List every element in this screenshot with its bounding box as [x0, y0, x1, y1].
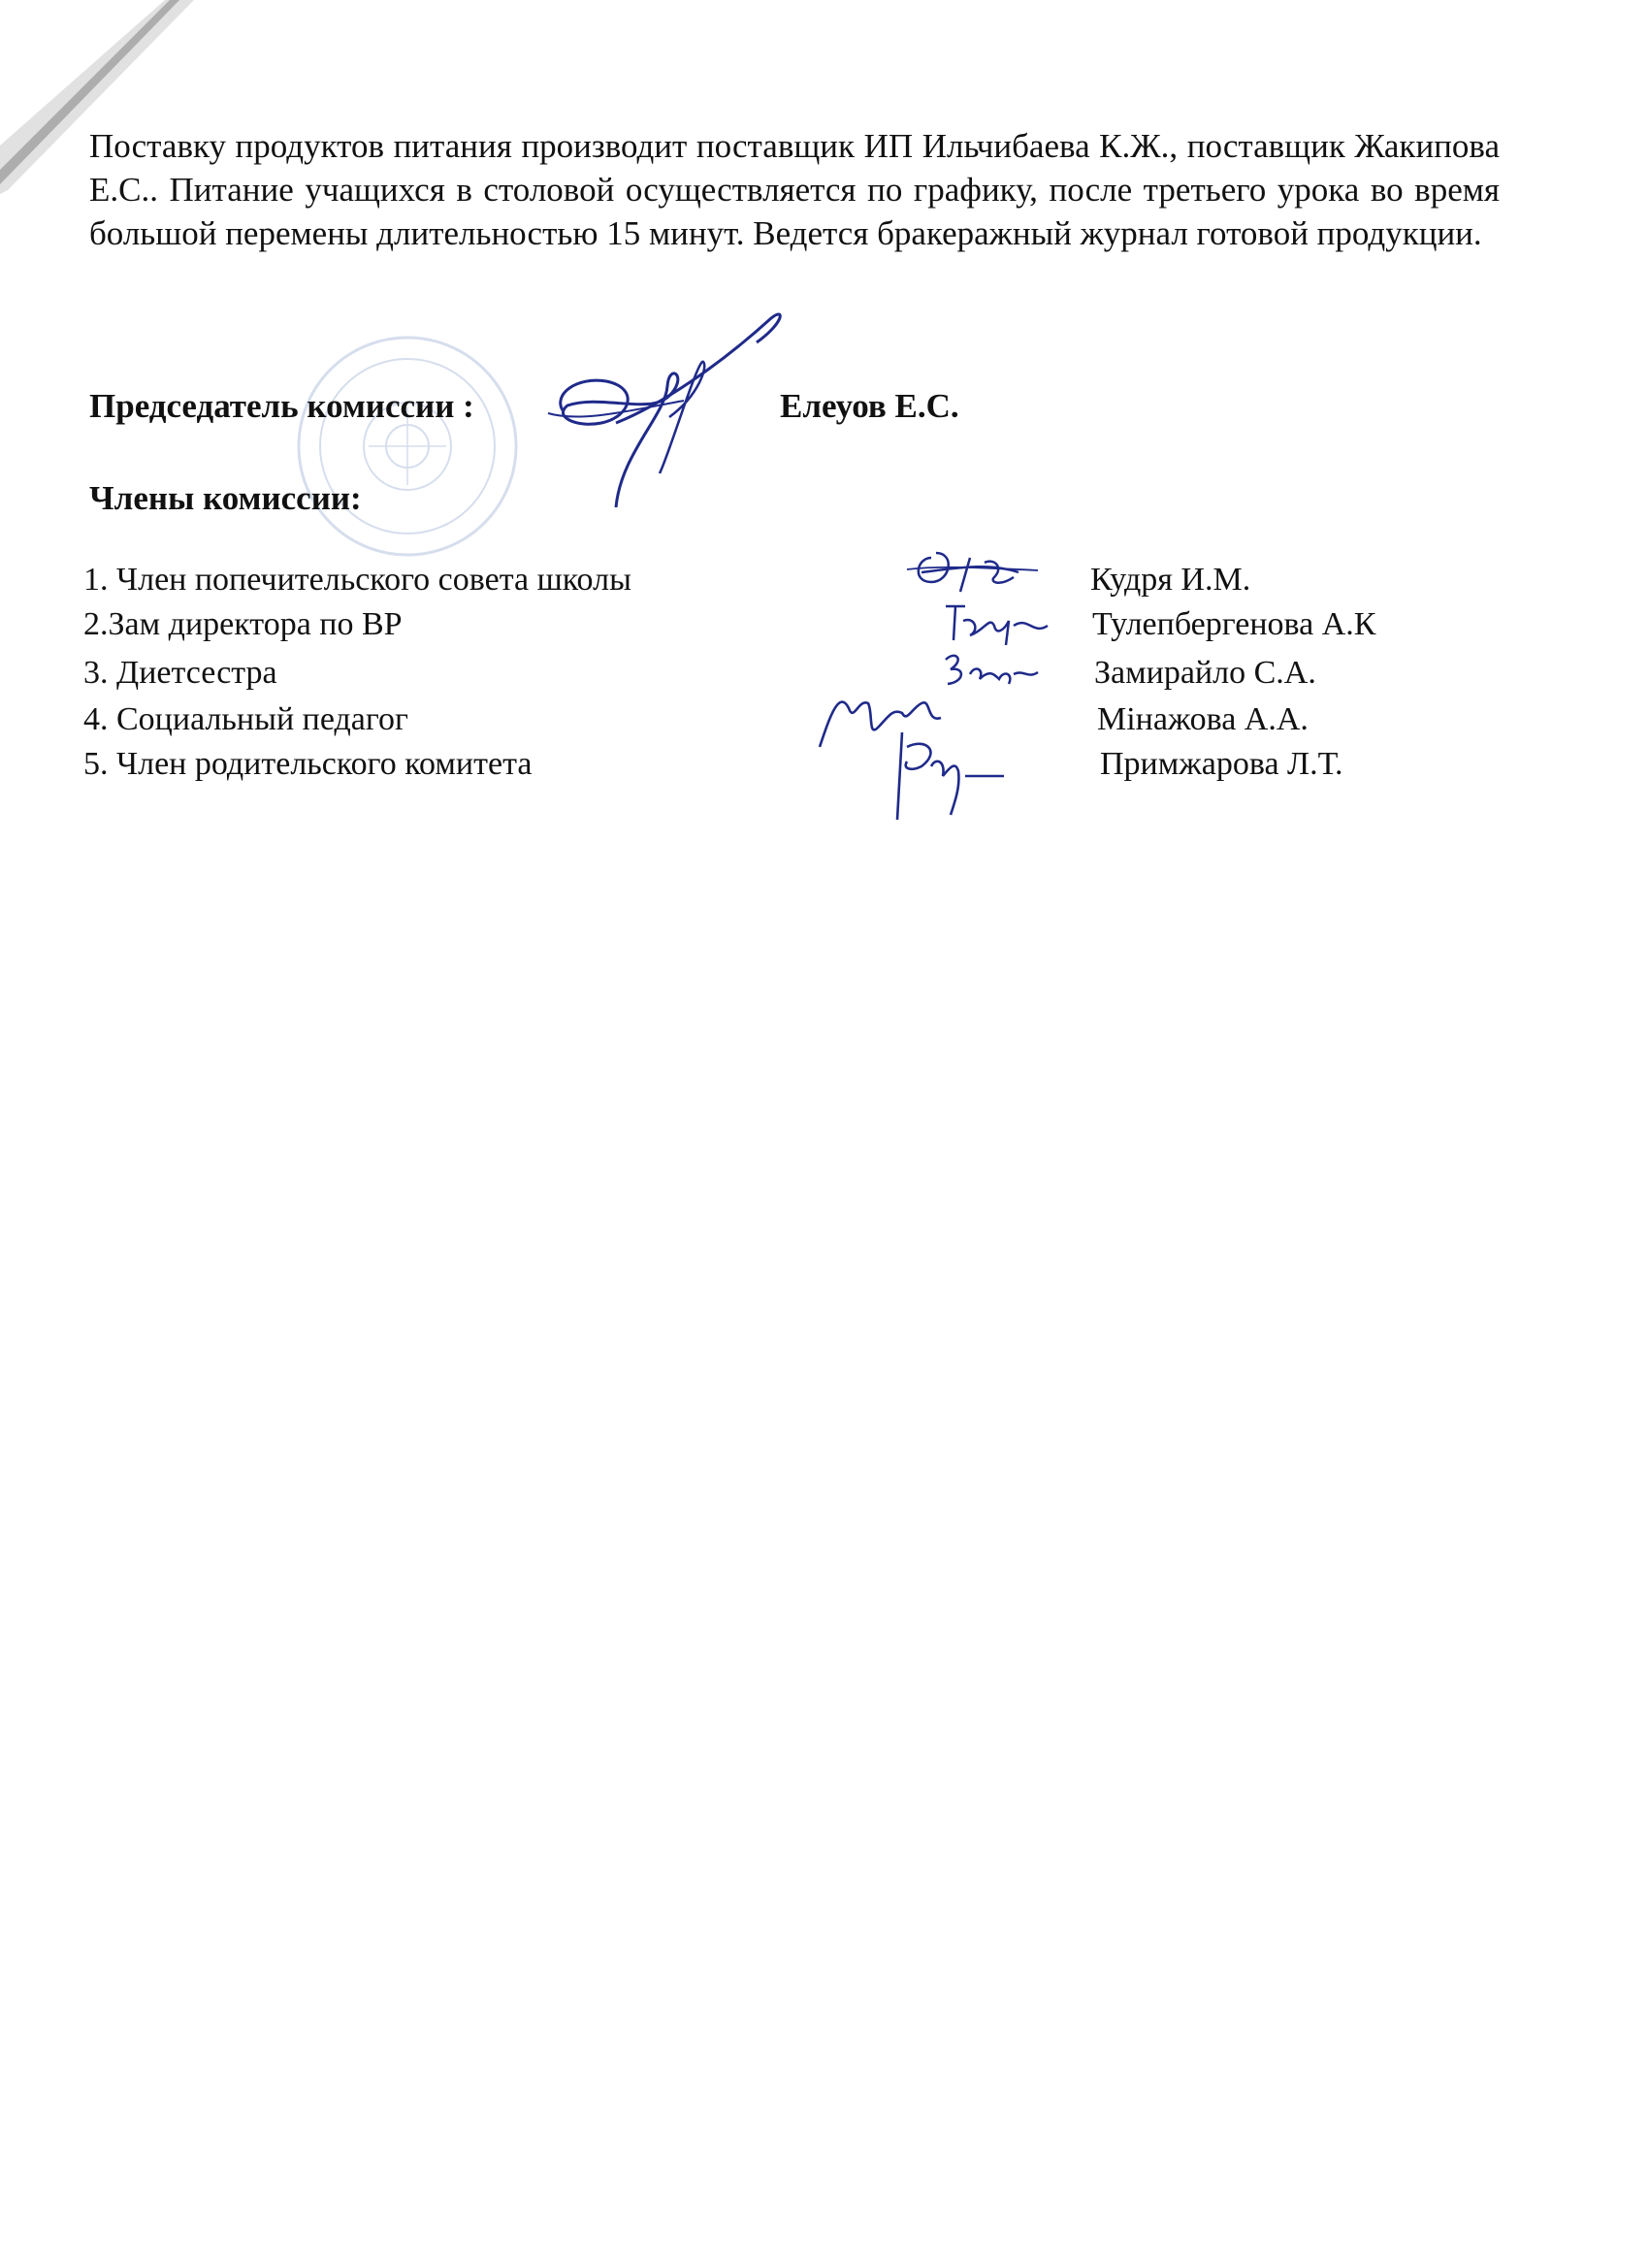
member-name: Мінажова А.А.	[1097, 701, 1309, 737]
body-paragraph: Поставку продуктов питания производит поставщик ИП Ильчибаева К.Ж., поставщик Жакипова Е.С.. Питание учащихся в столовой осуществляется по графику, после третьего урока во время большой перемены длительностью 15 минут. Ведется бракеражный журнал готовой продукции.	[89, 127, 1500, 252]
member-name: Примжарова Л.Т.	[1100, 746, 1343, 782]
member-name: Замирайло С.А.	[1094, 655, 1316, 691]
chairman-name: Елеуов Е.С.	[780, 387, 959, 425]
list-item	[83, 745, 1441, 788]
list-item	[83, 561, 1441, 603]
chairman-label: Председатель комиссии :	[89, 387, 474, 425]
member-name: Кудря И.М.	[1090, 562, 1251, 598]
member-role: 1. Член попечительского совета школы	[83, 562, 631, 598]
member-signature-5	[863, 723, 1009, 829]
list-item	[83, 700, 1441, 743]
member-role: 4. Социальный педагог	[83, 701, 408, 737]
member-name: Тулепбергенова А.К	[1092, 606, 1376, 642]
member-role: 2.Зам директора по ВР	[83, 606, 403, 642]
members-heading: Члены комиссии:	[89, 479, 362, 517]
member-role: 3. Диетсестра	[83, 655, 277, 691]
list-item	[83, 654, 1441, 697]
list-item	[83, 605, 1441, 648]
member-role: 5. Член родительского комитета	[83, 746, 533, 782]
chairman-signature	[524, 308, 834, 522]
